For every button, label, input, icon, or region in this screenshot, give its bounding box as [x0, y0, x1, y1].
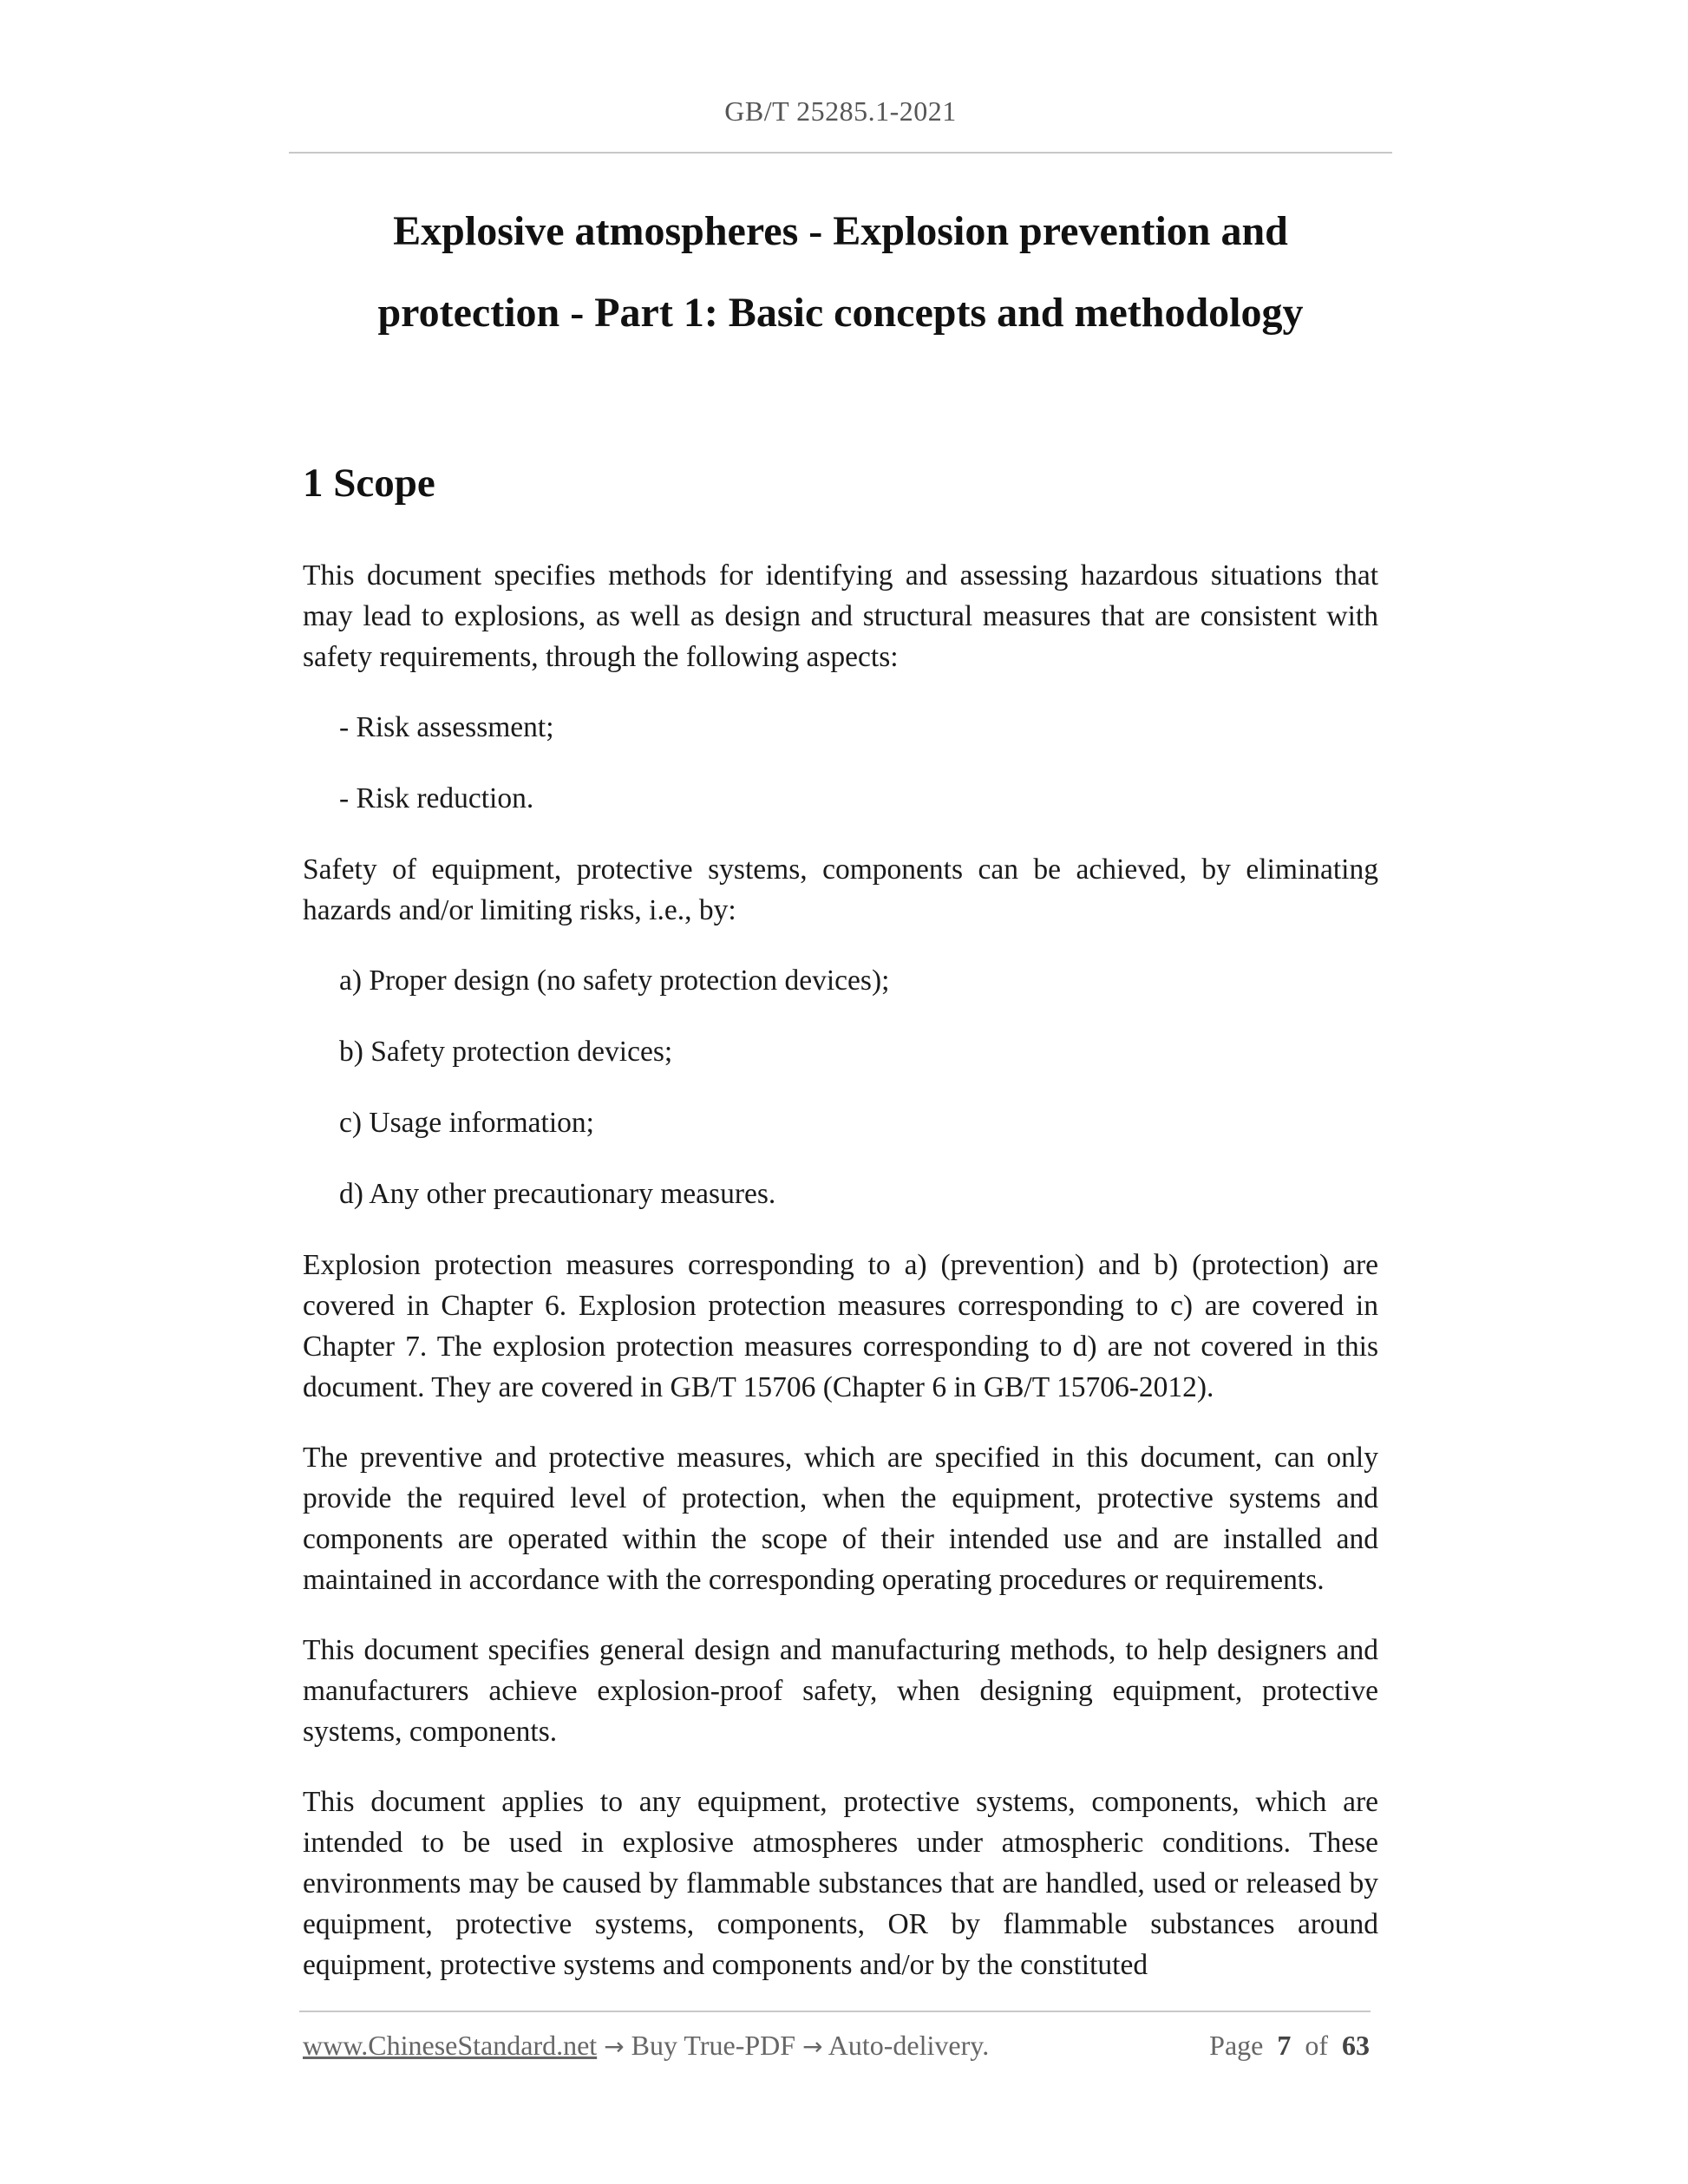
footer-divider: [299, 2011, 1371, 2012]
header-divider: [289, 152, 1392, 154]
page-number: 7: [1277, 2030, 1292, 2061]
auto-delivery-text: Auto-delivery.: [828, 2030, 990, 2061]
aspect-item: - Risk reduction.: [339, 782, 534, 814]
title-line-2: protection - Part 1: Basic concepts and methodology: [377, 290, 1304, 336]
arrow-right-icon: →: [802, 2032, 823, 2061]
measure-item: d) Any other precautionary measures.: [339, 1178, 776, 1210]
title-line-1: Explosive atmospheres - Explosion prevention and: [393, 208, 1288, 254]
document-title: [289, 191, 1392, 354]
scope-intro-paragraph: This document specifies methods for identifying and assessing hazardous situations that may lead to explosions, as well as design and structural measures that are consistent with safety requirements, through the following aspects:: [303, 559, 1378, 673]
body-paragraph: This document applies to any equipment, protective systems, components, which are intended to be used in explosive atmospheres under atmospheric conditions. These environments may be caused by flammable substances that are handled, used or released by equipment, protective systems, components, OR by flammable substances around equipment, protective systems and components and/or by the constituted: [303, 1786, 1378, 1981]
body-paragraph: Explosion protection measures corresponding to a) (prevention) and b) (protection) are covered in Chapter 6. Explosion protection measures corresponding to c) are covered in Chapter 7. The explosion protection measures corresponding to d) are not covered in this document. They are covered in GB/T 15706 (Chapter 6 in GB/T 15706-2012).: [303, 1249, 1378, 1403]
footer-promo: [303, 2030, 989, 2062]
measure-item: a) Proper design (no safety protection devices);: [339, 964, 890, 997]
measure-item: c) Usage information;: [339, 1107, 594, 1139]
page-label: Page: [1209, 2030, 1264, 2061]
measure-item: b) Safety protection devices;: [339, 1036, 673, 1068]
arrow-right-icon: →: [604, 2032, 625, 2061]
body-paragraph: This document specifies general design and manufacturing methods, to help designers and manufacturers achieve explosion-proof safety, when designing equipment, protective systems, components.: [303, 1634, 1378, 1748]
buy-pdf-text: Buy True-PDF: [631, 2030, 796, 2061]
section-heading-scope: 1 Scope: [303, 461, 435, 506]
safety-paragraph: Safety of equipment, protective systems, components can be achieved, by eliminating hazards and/or limiting risks, i.e., by:: [303, 853, 1378, 926]
running-header: GB/T 25285.1-2021: [724, 95, 957, 127]
body-paragraph: The preventive and protective measures, which are specified in this document, can only provide the required level of protection, when the equipment, protective systems and components are operated within the scope of their intended use and are installed and maintained in accordance with the corresponding operating procedures or requirements.: [303, 1442, 1378, 1596]
of-label: of: [1305, 2030, 1328, 2061]
aspect-item: - Risk assessment;: [339, 711, 554, 743]
website-link[interactable]: www.ChineseStandard.net: [303, 2030, 598, 2061]
section-body: [303, 555, 1378, 2015]
page-indicator: [1209, 2030, 1370, 2062]
total-pages: 63: [1342, 2030, 1370, 2061]
